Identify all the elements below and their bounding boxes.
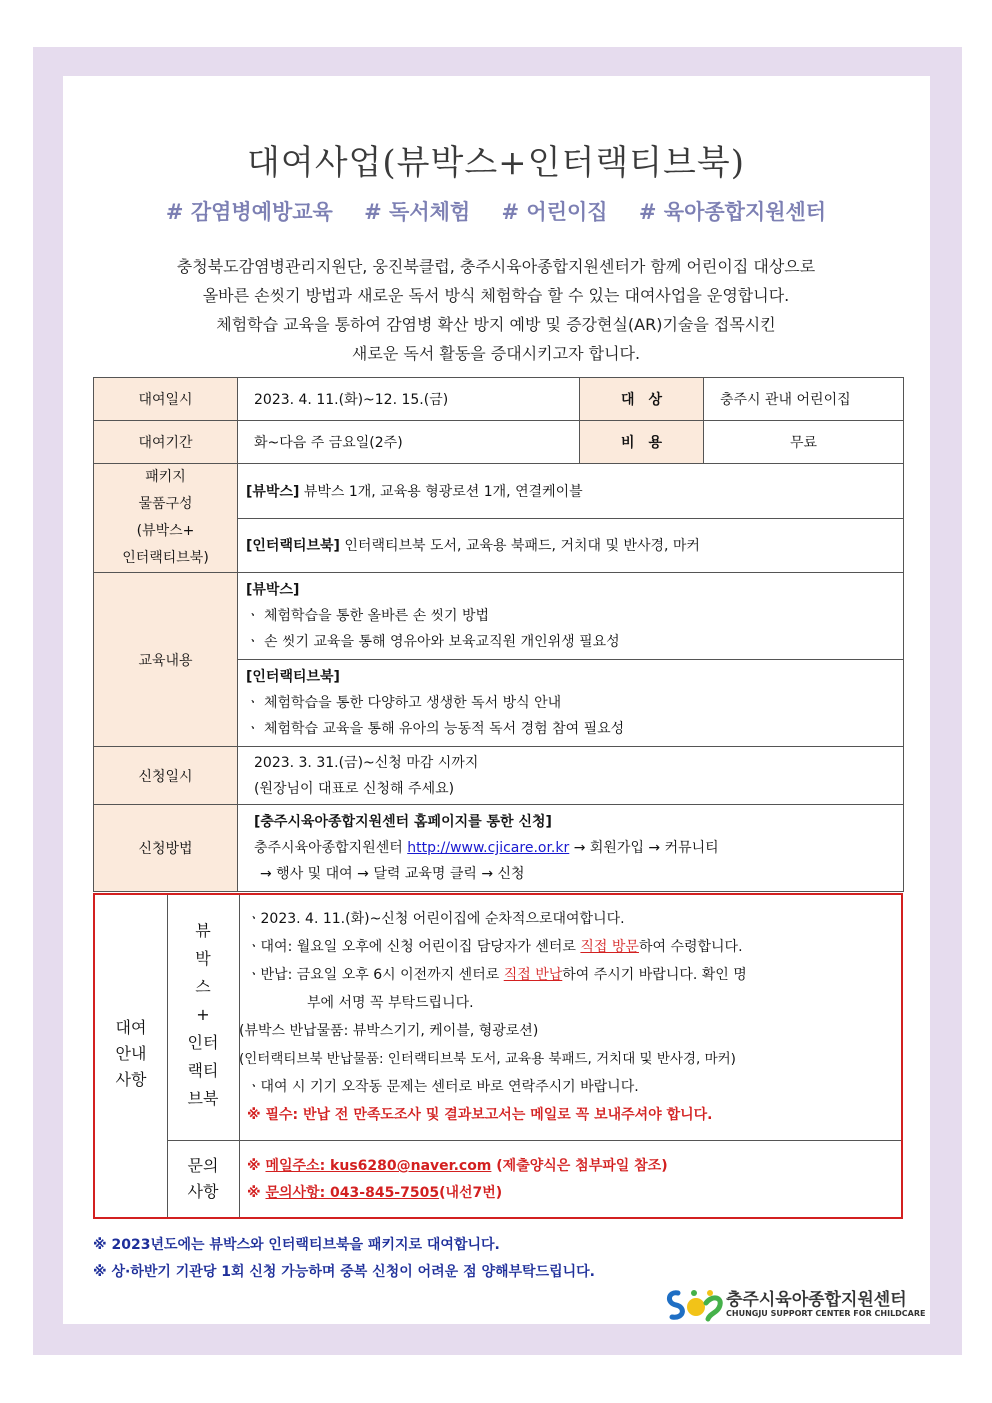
package-book	[238, 518, 904, 573]
email-line	[247, 1153, 668, 1180]
education-item: ㆍ 체험학습을 통한 다양하고 생생한 독서 방식 안내	[246, 695, 562, 711]
sublabel-line: 랙티	[187, 1061, 219, 1080]
education-item: ㆍ 체험학습 교육을 통해 유아의 능동적 독서 경험 참여 필요성	[246, 721, 625, 737]
apply-method-line: → 행사 및 대여 → 달력 교육명 클릭 → 신청	[260, 866, 525, 882]
guide-text-part: ㆍ반납: 금요일 오후 6시 이전까지 센터로	[247, 967, 504, 983]
guide-label-line: 대여	[115, 1018, 147, 1037]
footer-note: ※ 상·하반기 기관당 1회 신청 가능하며 중복 신청이 어려운 점 양해부탁드립니다.	[93, 1264, 595, 1280]
education-book	[238, 660, 904, 747]
package-viewbox-items: 뷰박스 1개, 교육용 형광로션 1개, 연결케이블	[299, 483, 583, 500]
table-row	[94, 378, 904, 421]
hashtag-line	[0, 196, 992, 226]
cost-label: 비 용	[580, 421, 704, 464]
guide-emphasis: 직접 방문	[580, 939, 639, 955]
education-viewbox-head: [뷰박스]	[246, 582, 300, 598]
intro-paragraph	[80, 252, 912, 368]
package-book-items: 인터랙티브북 도서, 교육용 북패드, 거치대 및 반사경, 마커	[339, 538, 700, 555]
package-book-head: [인터랙티브북]	[246, 538, 340, 555]
table-row	[94, 747, 904, 805]
guide-line	[247, 933, 895, 961]
homepage-link[interactable]: http://www.cjicare.or.kr	[407, 840, 570, 856]
sublabel-line: 뷰	[195, 921, 211, 940]
guide-required-note: ※ 필수: 반납 전 만족도조사 및 결과보고서는 메일로 꼭 보내주셔야 합니다.	[247, 1107, 713, 1123]
contact-mark: ※	[247, 1185, 266, 1201]
package-label-line: (뷰박스+	[136, 523, 195, 539]
rental-date-value: 2023. 4. 11.(화)~12. 15.(금)	[238, 378, 580, 421]
apply-date-line: (원장님이 대표로 신청해 주세요)	[254, 780, 455, 797]
intro-line: 새로운 독서 활동을 증대시키고자 합니다.	[351, 344, 641, 363]
apply-method-value	[238, 805, 904, 892]
education-label: 교육내용	[94, 573, 238, 747]
sublabel-line: 인터	[187, 1033, 219, 1052]
guide-text-part: 하여 주시기 바랍니다. 확인 명	[562, 967, 747, 983]
logo-name: 충주시육아종합지원센터	[726, 1290, 907, 1310]
education-item: ㆍ 체험학습을 통한 올바른 손 씻기 방법	[246, 608, 490, 624]
apply-method-text: → 회원가입 → 커뮤니티	[569, 840, 719, 856]
guide-label	[95, 1015, 167, 1093]
package-label	[94, 464, 238, 573]
rental-period-value: 화~다음 주 금요일(2주)	[238, 421, 580, 464]
guide-text	[239, 905, 895, 1129]
guide-line: 부에 서명 꼭 부탁드립니다.	[307, 995, 474, 1011]
phone-line	[247, 1180, 668, 1207]
hashtag: # 독서체험	[364, 199, 471, 224]
cost-value: 무료	[704, 421, 904, 464]
apply-method-label: 신청방법	[94, 805, 238, 892]
table-row	[94, 805, 904, 892]
education-book-head: [인터랙티브북]	[246, 669, 340, 685]
intro-line: 올바른 손씻기 방법과 새로운 독서 방식 체험학습 할 수 있는 대여사업을 운영합니다.	[202, 286, 790, 305]
guide-emphasis: 직접 반납	[503, 967, 563, 983]
package-viewbox	[238, 464, 904, 519]
hashtag: # 육아종합지원센터	[638, 199, 827, 224]
package-label-line: 인터랙티브북)	[122, 550, 209, 566]
table-row	[94, 421, 904, 464]
center-logo	[664, 1285, 930, 1325]
sublabel-line: 박	[195, 949, 211, 968]
logo-english-name: CHUNGJU SUPPORT CENTER FOR CHILDCARE	[726, 1309, 926, 1318]
intro-line: 체험학습 교육을 통하여 감염병 확산 방지 예방 및 증강현실(AR)기술을 접목시킨	[216, 315, 776, 334]
guide-text-part: ㆍ대여: 월요일 오후에 신청 어린이집 담당자가 센터로	[247, 939, 581, 955]
package-label-line: 물품구성	[138, 496, 193, 512]
sublabel-line: +	[196, 1005, 210, 1024]
footer-notes	[93, 1232, 595, 1286]
guide-line: ㆍ대여 시 기기 오작동 문제는 센터로 바로 연락주시기 바랍니다.	[247, 1079, 639, 1095]
apply-date-value	[238, 747, 904, 805]
education-item: ㆍ 손 씻기 교육을 통해 영유아와 보육교직원 개인위생 필요성	[246, 634, 620, 650]
guide-line: (뷰박스 반납물품: 뷰박스기기, 케이블, 형광로션)	[239, 1023, 539, 1039]
intro-line: 충청북도감염병관리지원단, 웅진북클럽, 충주시육아종합지원센터가 함께 어린이집 대상으로	[176, 257, 816, 276]
page-title: 대여사업(뷰박스+인터랙티브북)	[247, 143, 745, 183]
phone-note: (내선7번)	[439, 1185, 503, 1201]
phone-number: 문의사항: 043-845-7505	[265, 1185, 440, 1201]
target-value: 충주시 관내 어린이집	[704, 378, 904, 421]
sublabel-line: 스	[195, 977, 211, 996]
table-row	[94, 573, 904, 660]
footer-note: ※ 2023년도에는 뷰박스와 인터랙티브북을 패키지로 대여합니다.	[93, 1237, 500, 1253]
package-label-line: 패키지	[145, 469, 186, 485]
contact-info	[247, 1153, 668, 1207]
rental-date-label: 대여일시	[94, 378, 238, 421]
email-address[interactable]: 메일주소: kus6280@naver.com	[265, 1158, 492, 1174]
guide-line: ㆍ2023. 4. 11.(화)~신청 어린이집에 순차적으로대여합니다.	[247, 911, 625, 927]
hashtag: # 어린이집	[501, 199, 608, 224]
guide-text-part: 하여 수령합니다.	[638, 939, 743, 955]
contact-label	[167, 1153, 239, 1205]
apply-date-line: 2023. 3. 31.(금)~신청 마감 시까지	[254, 754, 479, 771]
guide-label-line: 안내	[115, 1044, 147, 1063]
contact-label-line: 문의	[187, 1156, 219, 1175]
guide-line	[247, 961, 895, 989]
contact-label-line: 사항	[187, 1182, 219, 1201]
guide-label-line: 사항	[115, 1070, 147, 1089]
rental-guide-box	[93, 893, 903, 1219]
info-table	[93, 377, 904, 892]
email-note: (제출양식은 첨부파일 참조)	[491, 1158, 668, 1174]
contact-mark: ※	[247, 1158, 266, 1174]
viewbox-book-label	[167, 917, 239, 1113]
education-viewbox	[238, 573, 904, 660]
target-label: 대 상	[580, 378, 704, 421]
table-row	[94, 464, 904, 519]
guide-line: (인터랙티브북 반납물품: 인터랙티브북 도서, 교육용 북패드, 거치대 및 반사경, 마커)	[239, 1051, 736, 1067]
logo-mark-icon	[664, 1285, 724, 1325]
apply-method-head: [충주시육아종합지원센터 홈페이지를 통한 신청]	[254, 814, 552, 830]
guide-divider	[167, 1140, 901, 1141]
apply-date-label: 신청일시	[94, 747, 238, 805]
apply-method-line	[254, 835, 895, 861]
sublabel-line: 브북	[187, 1089, 219, 1108]
apply-method-text: 충주시육아종합지원센터	[254, 840, 408, 856]
package-viewbox-head: [뷰박스]	[246, 483, 300, 500]
hashtag: # 감염병예방교육	[165, 199, 333, 224]
rental-period-label: 대여기간	[94, 421, 238, 464]
